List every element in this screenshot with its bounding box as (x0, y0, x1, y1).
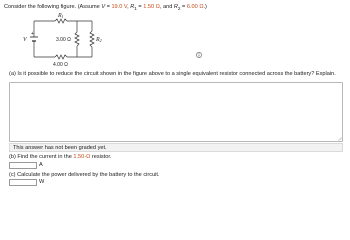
part-a-question: (a) Is it possible to reduce the circuit shown in the figure above to a single equivalent resistor connected across the battery? Explain. (9, 71, 336, 77)
circuit-v-label: V (23, 37, 27, 43)
part-b-question (9, 154, 111, 160)
grading-status: This answer has not been graded yet. (9, 143, 343, 152)
part-a-answer-textarea[interactable] (9, 82, 343, 142)
info-icon[interactable] (196, 52, 202, 58)
prompt-v-label: V (101, 4, 106, 10)
prompt-sep: , (127, 4, 131, 10)
resize-grip-icon[interactable] (337, 136, 342, 141)
circuit-plus-label: + (31, 31, 34, 37)
part-b-answer-input[interactable] (9, 162, 37, 169)
r1-resistor (55, 19, 67, 23)
circuit-r1-label: R1 (58, 13, 64, 19)
prompt-r1-sub: 1 (134, 6, 137, 12)
r2-resistor (90, 31, 94, 47)
prompt-r2-sub: 2 (177, 6, 181, 12)
circuit-diagram (22, 11, 172, 69)
prompt-r1-eq: = (136, 4, 144, 10)
bottom-resistor (55, 55, 67, 59)
circuit-bottom-resistor-label: 4.00 Ω (53, 62, 68, 68)
circuit-middle-resistor-label: 3.00 Ω (56, 37, 71, 43)
part-b-tail: resistor. (90, 154, 112, 160)
prompt-v-value: 19.0 V (111, 4, 128, 10)
prompt-r2-eq: = (180, 4, 187, 10)
prompt-v-eq: = (105, 4, 112, 10)
prompt-sep2: , and (159, 4, 174, 10)
part-c-unit: W (39, 179, 45, 185)
prompt-lead: Consider the following figure. (Assume (4, 4, 102, 10)
prompt-r2-label: R (173, 4, 178, 10)
part-b-value: 1.50-Ω (73, 154, 91, 160)
part-b-unit: A (39, 162, 43, 168)
prompt-r1-value: 1.50 Ω (143, 4, 160, 10)
prompt-r2-value: 6.00 Ω (186, 4, 204, 10)
prompt-r1-label: R (130, 4, 135, 10)
prompt-tail: .) (203, 4, 207, 10)
part-b-lead: (b) Find the current in the (9, 154, 74, 160)
circuit-r2-label: R2 (96, 37, 102, 43)
part-c-answer-input[interactable] (9, 179, 37, 186)
part-c-question: (c) Calculate the power delivered by the battery to the circuit. (9, 172, 160, 178)
